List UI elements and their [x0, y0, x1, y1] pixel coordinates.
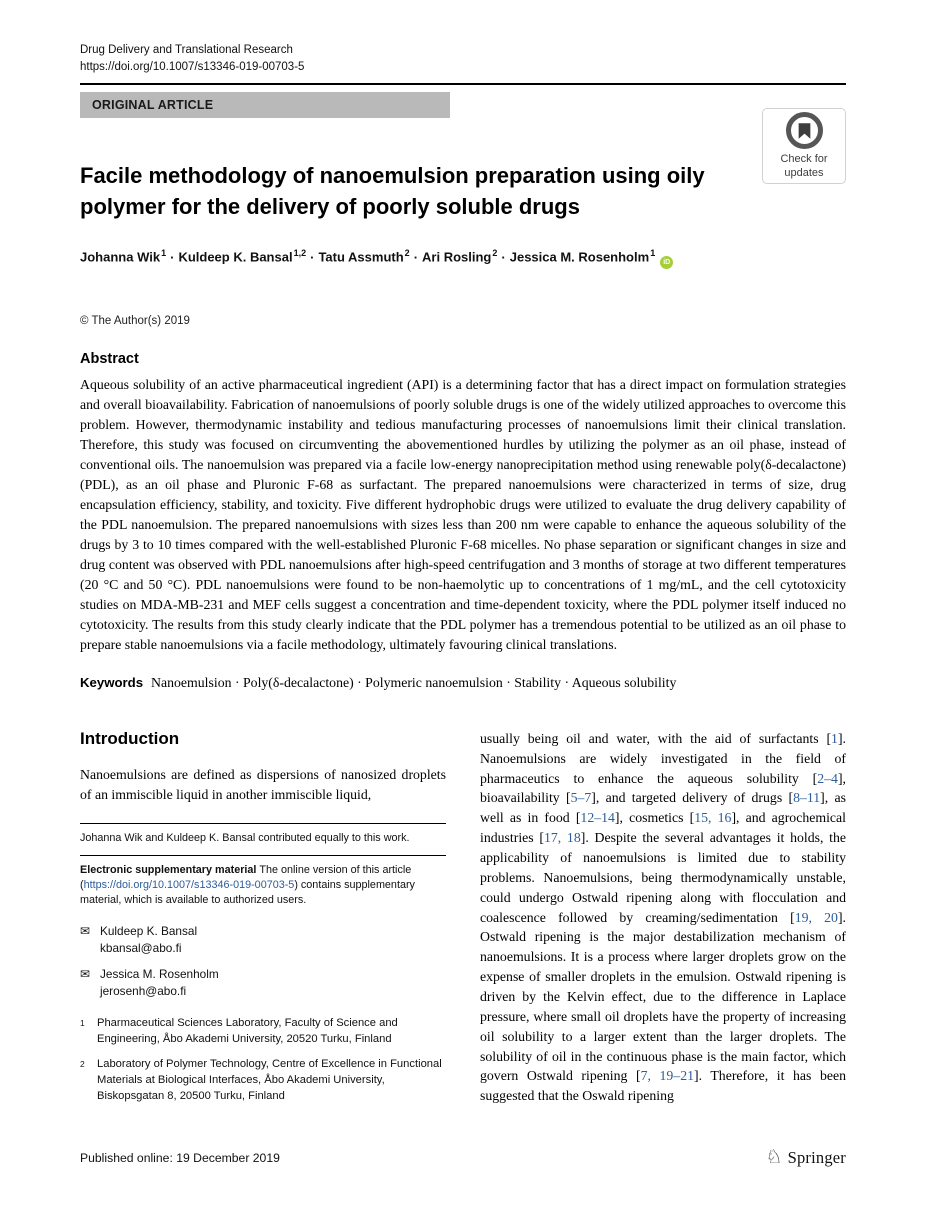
footnote-rule	[80, 855, 446, 856]
right-column	[480, 729, 846, 1114]
text-segment: ], and agrochemical industries [	[480, 810, 846, 846]
citation-link[interactable]: 15, 16	[694, 810, 732, 826]
footnote-block	[80, 823, 446, 1105]
citation-link[interactable]: 17, 18	[543, 830, 581, 846]
author-list	[80, 248, 846, 268]
author-affiliation-sup: 2	[404, 248, 410, 259]
springer-horse-icon: ♘	[765, 1147, 783, 1169]
affiliation-text: Laboratory of Polymer Technology, Centre of Excellence in Functional Materials at Biological Interfaces, Åbo Akademi University, Biskopsgatan 8, 20500 Turku, Finland	[97, 1057, 442, 1102]
text-segment: ], cosmetics [	[614, 810, 695, 826]
article-type-banner: ORIGINAL ARTICLE	[80, 92, 450, 118]
copyright-line: © The Author(s) 2019	[80, 314, 190, 327]
author-name[interactable]: Kuldeep K. Bansal	[178, 249, 293, 265]
bold-text: Electronic supplementary material	[80, 863, 260, 876]
author-affiliation-sup: 1	[650, 248, 656, 259]
text-segment: ], as well as in food [	[480, 790, 846, 826]
citation-link[interactable]: 19, 20	[794, 909, 838, 925]
correspondence	[80, 924, 446, 1000]
author-name[interactable]: Ari Rosling	[422, 249, 492, 265]
right-column-text	[480, 729, 846, 1106]
author-separator: ·	[170, 249, 175, 265]
correspondence-name: Jessica M. Rosenholm	[100, 966, 219, 981]
check-updates-label: Check for updates	[780, 153, 828, 179]
author-separator: ·	[501, 249, 506, 265]
author-affiliation-sup: 2	[492, 248, 498, 259]
text-segment: usually being oil and water, with the aid of surfactants [	[480, 730, 832, 746]
article-title: Facile methodology of nanoemulsion preparation using oily polymer for the delivery of poorly soluble drugs	[80, 163, 705, 220]
author-affiliation-sup: 1,2	[293, 248, 307, 259]
journal-name: Drug Delivery and Translational Research	[80, 44, 293, 56]
correspondence-entry	[80, 967, 446, 1000]
affiliation-entry	[80, 1057, 446, 1105]
keywords-label: Keywords	[80, 674, 144, 690]
introduction-paragraph: Nanoemulsions are defined as dispersions of nanosized droplets of an immiscible liquid in another immiscible liquid,	[80, 766, 446, 802]
text-segment: ], bioavailability [	[480, 770, 846, 806]
introduction-heading: Introduction	[80, 728, 180, 748]
author-affiliation-sup: 1	[161, 248, 167, 259]
supplementary-note	[80, 863, 446, 908]
citation-link[interactable]: 7, 19–21	[640, 1068, 694, 1084]
correspondence-email[interactable]: jerosenh@abo.fi	[100, 983, 187, 998]
author-separator: ·	[413, 249, 419, 265]
affiliation-number: 1	[80, 1017, 85, 1028]
envelope-icon: ✉	[80, 966, 91, 981]
springer-logo[interactable]	[766, 1148, 846, 1168]
footnote-rule	[80, 823, 446, 824]
bookmark-icon	[786, 112, 823, 149]
page-footer	[80, 1148, 846, 1168]
author-name[interactable]: Jessica M. Rosenholm	[509, 249, 650, 265]
abstract-text: Aqueous solubility of an active pharmaceutical ingredient (API) is a determining factor that has a direct impact on formulation strategies and overall bioavailability. Fabrication of nanoemulsions of poorly soluble drugs is one of the widely utilized approaches to overcome this problem. However, thermodynamic instability and tedious manufacturing processes of nanoemulsions limit their clinical translation. Therefore, this study was focused on circumventing the abovementioned hurdles by utilizing the polymer as an oil phase, instead of conventional oils. The nanoemulsion was prepared via a facile low-energy nanoprecipitation method using renewable poly(δ-decalactone) (PDL), as an oil phase and Pluronic F-68 as surfactant. The prepared nanoemulsions were characterized in terms of size, drug encapsulation efficiency, stability, and toxicity. Five different hydrophobic drugs were utilized to evaluate the drug delivery capability of the PDL nanoemulsion. The prepared nanoemulsions with sizes less than 200 nm were capable to enhance the aqueous solubility of the drugs by 3 to 10 times compared with the well-established Pluronic F-68 micelles. No phase separation or significant changes in size and drug content was observed with PDL nanoemulsions after high-speed centrifugation and 3 months of storage at two different temperatures (20 °C and 50 °C). PDL nanoemulsions were found to be non-haemolytic up to concentrations of 1 mg/mL, and the cell cytotoxicity studies on MDA-MB-231 and MEF cells suggest a concentration and time-dependent toxicity, where the PDL polymer itself induced no cytotoxicity. The results from this study clearly indicate that the PDL polymer has a tremendous potential to be utilized as an oil phase to prepare stable nanoemulsions via a facile methodology, ultimately favouring clinical translations.	[80, 376, 846, 652]
text-segment: ]. Ostwald ripening is the major destabilization mechanism of nanoemulsions. It is a process where larger droplets grow on the expense of smaller droplets in the emulsion. Ostwald ripening is driven by the Kelvin effect, due to the difference in Laplace pressure, where small oil droplets have the property of increasing oil solubility to a larger extent than the larger droplets. The solubility of oil in the continuous phase is the main factor, which govern Ostwald ripening [	[480, 909, 846, 1084]
page-header	[80, 44, 846, 73]
correspondence-email[interactable]: kbansal@abo.fi	[100, 940, 182, 955]
author-name[interactable]: Johanna Wik	[80, 249, 161, 265]
contribution-note: Johanna Wik and Kuldeep K. Bansal contributed equally to this work.	[80, 831, 410, 844]
citation-link[interactable]: 2–4	[817, 770, 838, 786]
text-segment: ]. Nanoemulsions are widely investigated in the field of pharmaceutics to enhance the aqueous solubility [	[480, 730, 846, 786]
abstract-heading: Abstract	[80, 350, 139, 367]
check-updates-badge[interactable]	[762, 108, 846, 184]
citation-link[interactable]: 1	[831, 730, 838, 746]
text-segment: ) contains supplementary material, which is available to authorized users.	[80, 878, 415, 906]
orcid-icon[interactable]: iD	[660, 256, 673, 269]
text-segment: ]. Therefore, it has been suggested that the Oswald ripening	[480, 1068, 846, 1104]
doi-link[interactable]: https://doi.org/10.1007/s13346-019-00703-5	[80, 61, 305, 73]
keywords-line	[80, 675, 846, 691]
published-online: Published online: 19 December 2019	[80, 1150, 280, 1165]
affiliation-number: 2	[80, 1058, 85, 1069]
citation-link[interactable]: 5–7	[570, 790, 592, 806]
affiliation-entry	[80, 1016, 446, 1048]
citation-link[interactable]: 8–11	[793, 790, 821, 806]
correspondence-entry	[80, 924, 446, 957]
text-segment: ], and targeted delivery of drugs [	[591, 790, 794, 806]
left-column	[80, 729, 446, 1114]
keywords-text: Nanoemulsion · Poly(δ-decalactone) · Polymeric nanoemulsion · Stability · Aqueous solubility	[151, 674, 677, 690]
affiliations	[80, 1016, 446, 1105]
header-rule	[80, 83, 846, 85]
text-segment: The online version of this article (	[80, 863, 412, 891]
two-column-body	[80, 729, 846, 1114]
correspondence-name: Kuldeep K. Bansal	[100, 923, 198, 938]
text-segment: ]. Despite the several advantages it holds, the applicability of nanoemulsions is limited due to stability problems. Nanoemulsions, being thermodynamically unstable, could undergo Ostwald ripening along with flocculation and coalescence followed by creaming/sedimentation [	[480, 830, 846, 925]
envelope-icon: ✉	[80, 923, 91, 938]
citation-link[interactable]: 12–14	[580, 810, 615, 826]
affiliation-text: Pharmaceutical Sciences Laboratory, Faculty of Science and Engineering, Åbo Akademi University, 20520 Turku, Finland	[97, 1016, 398, 1045]
author-name[interactable]: Tatu Assmuth	[318, 249, 404, 265]
author-separator: ·	[310, 249, 315, 265]
supplementary-doi-link[interactable]: https://doi.org/10.1007/s13346-019-00703-5	[83, 878, 295, 891]
springer-wordmark: Springer	[787, 1147, 846, 1167]
